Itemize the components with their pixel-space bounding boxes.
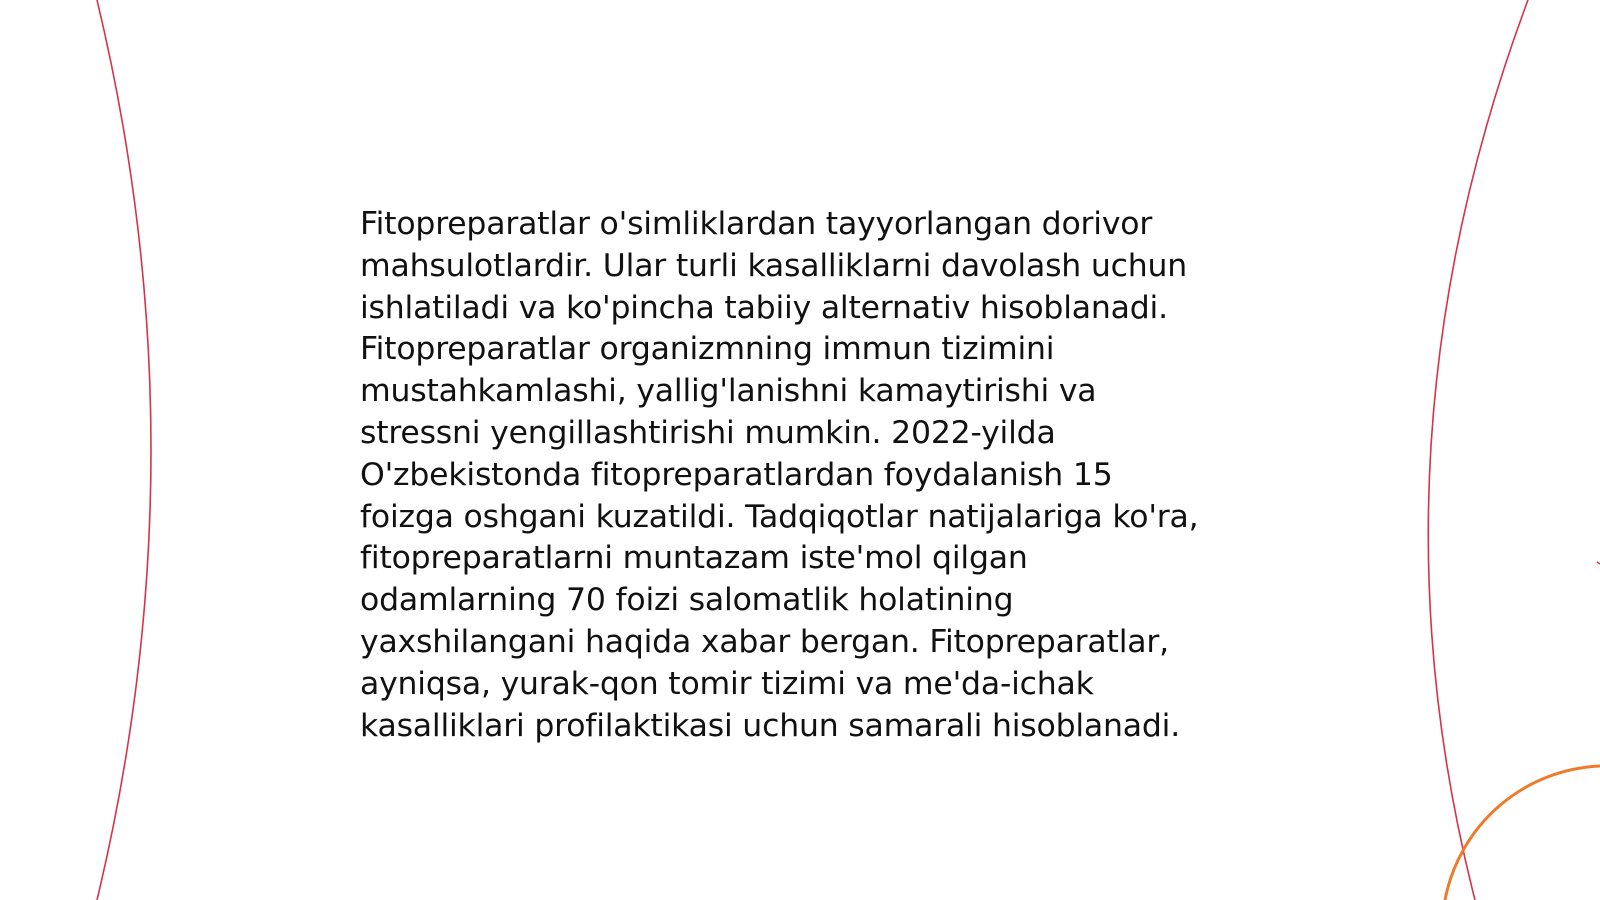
- body-line: ishlatiladi va ko'pincha tabiiy alternativ hisoblanadi.: [360, 289, 1168, 326]
- body-line: Fitopreparatlar organizmning immun tizimini: [360, 331, 1055, 368]
- orange-corner-circle: [1445, 766, 1600, 900]
- body-paragraph: [360, 204, 1260, 747]
- body-line: stressni yengillashtirishi mumkin. 2022-yilda: [360, 414, 1056, 451]
- body-line: Fitopreparatlar o'simliklardan tayyorlangan dorivor: [360, 206, 1153, 242]
- body-line: mustahkamlashi, yallig'lanishni kamaytirishi va: [360, 373, 1097, 410]
- body-line: fitopreparatlarni muntazam iste'mol qilgan: [360, 540, 1028, 577]
- body-line: yaxshilangani haqida xabar bergan. Fitopreparatlar,: [360, 623, 1169, 660]
- body-line: foizga oshgani kuzatildi. Tadqiqotlar natijalariga ko'ra,: [360, 498, 1199, 535]
- body-line: mahsulotlardir. Ular turli kasalliklarni davolash uchun: [360, 247, 1188, 284]
- body-line: kasalliklari profilaktikasi uchun samarali hisoblanadi.: [360, 707, 1181, 744]
- body-line: ayniqsa, yurak-qon tomir tizimi va me'da-ichak: [360, 665, 1094, 702]
- body-line: O'zbekistonda fitopreparatlardan foydalanish 15: [360, 456, 1113, 493]
- right-arc: [1428, 0, 1528, 900]
- left-arc: [97, 0, 151, 900]
- body-line: odamlarning 70 foizi salomatlik holatining: [360, 582, 1014, 619]
